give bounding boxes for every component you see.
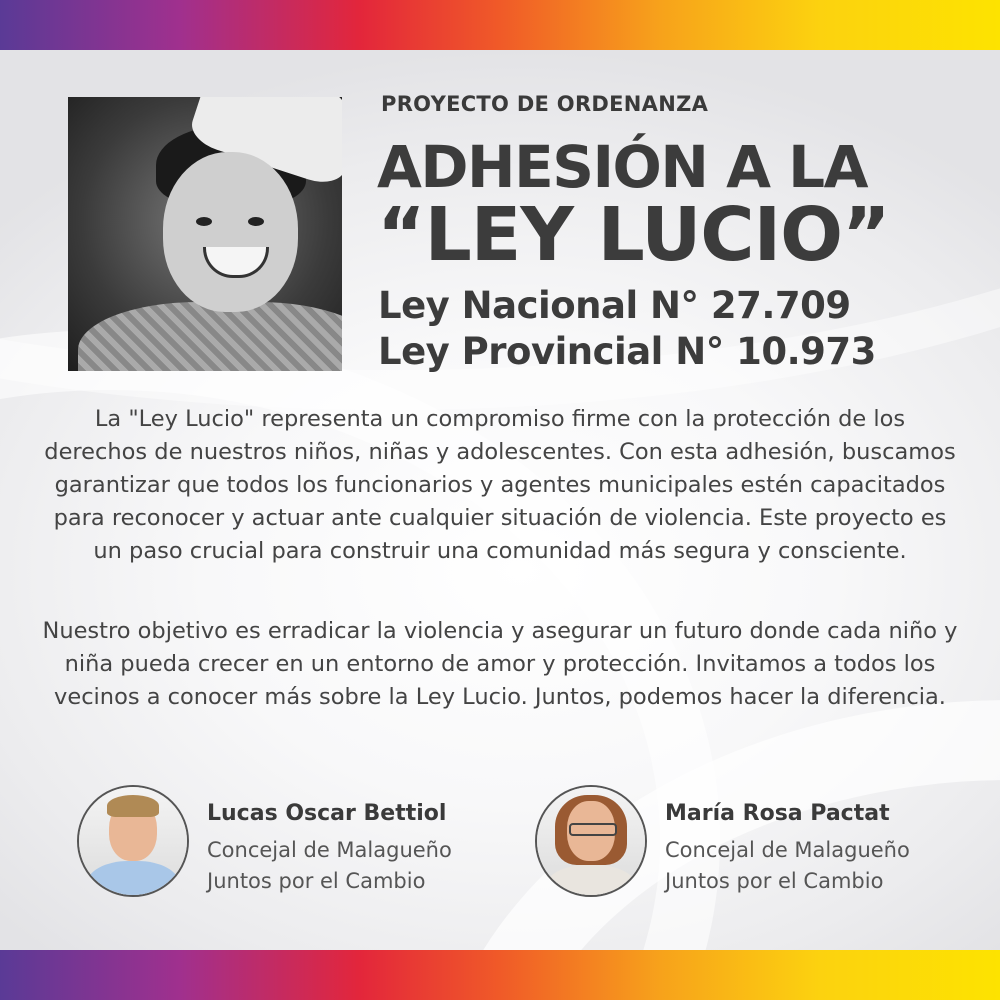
avatar <box>535 785 647 897</box>
person-card <box>77 785 497 897</box>
child-photo <box>68 97 342 371</box>
headline-line-1: ADHESIÓN A LA <box>377 133 868 201</box>
headline-line-2: “LEY LUCIO” <box>377 192 890 278</box>
photo-eye <box>196 217 212 226</box>
person-role-block <box>207 835 452 897</box>
photo-eye <box>248 217 264 226</box>
person-card <box>535 785 965 897</box>
bottom-gradient-bar <box>0 950 1000 1000</box>
person-name: Lucas Oscar Bettiol <box>207 801 447 826</box>
person-party: Juntos por el Cambio <box>665 869 884 893</box>
top-gradient-bar <box>0 0 1000 50</box>
person-role: Concejal de Malagueño <box>665 838 910 862</box>
person-role: Concejal de Malagueño <box>207 838 452 862</box>
law-provincial: Ley Provincial N° 10.973 <box>378 330 876 373</box>
law-national: Ley Nacional N° 27.709 <box>378 284 851 327</box>
glasses-icon <box>569 823 617 836</box>
body-paragraph-2: Nuestro objetivo es erradicar la violencia y asegurar un futuro donde cada niño y niña pueda crecer en un entorno de amor y protección. Invitamos a todos los vecinos a conocer más sobre la Ley Lucio. Juntos, podemos hacer la diferencia. <box>42 618 958 710</box>
photo-shirt <box>78 302 342 371</box>
kicker-label: PROYECTO DE ORDENANZA <box>381 92 709 116</box>
person-role-block <box>665 835 910 897</box>
person-name: María Rosa Pactat <box>665 801 890 826</box>
body-paragraph-1: La "Ley Lucio" representa un compromiso firme con la protección de los derechos de nuestros niños, niñas y adolescentes. Con esta adhesión, buscamos garantizar que todos los funcionarios y agentes municipales estén capacitados para reconocer y actuar ante cualquier situación de violencia. Este proyecto es un paso crucial para construir una comunidad más segura y consciente. <box>44 406 956 564</box>
photo-face <box>163 152 298 312</box>
avatar <box>77 785 189 897</box>
person-party: Juntos por el Cambio <box>207 869 426 893</box>
